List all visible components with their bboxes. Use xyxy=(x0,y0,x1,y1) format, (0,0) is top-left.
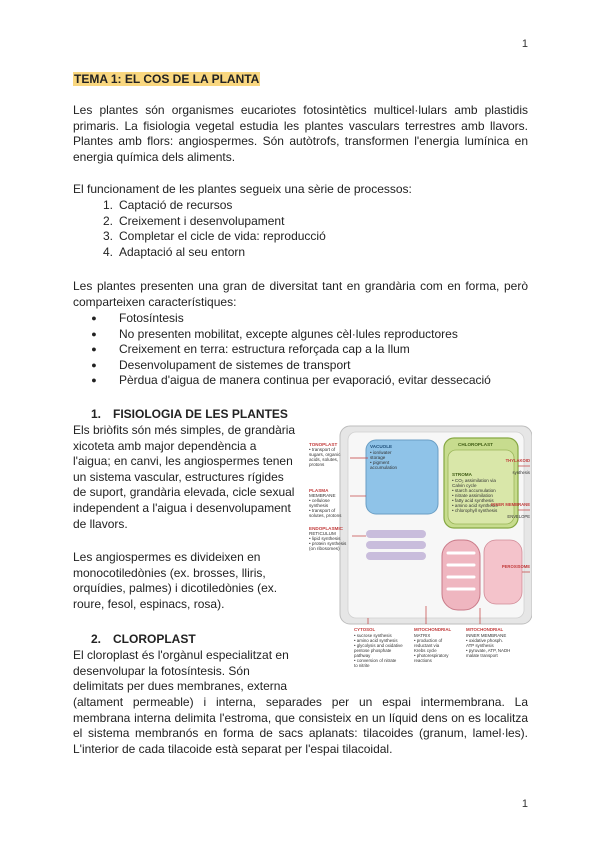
text-line: El cloroplast és l'orgànul especialitzat en xyxy=(73,648,289,662)
bullet-icon: ● xyxy=(91,328,97,339)
list-text: Desenvolupament de sistemes de transport xyxy=(119,357,351,372)
label-line: Krebs cycle xyxy=(414,648,437,653)
label-line: pentose phosphate xyxy=(354,648,392,653)
list-text: Captació de recursos xyxy=(119,198,233,212)
label-line: acids, solutes, xyxy=(309,457,339,462)
text-line: de llavors. xyxy=(73,516,128,531)
page-number-top: 1 xyxy=(521,38,528,50)
list-item xyxy=(73,311,491,327)
er-layer xyxy=(366,552,426,560)
plant-cell-diagram xyxy=(308,418,532,688)
list-text: Creixement i desenvolupament xyxy=(119,213,285,228)
label-line: INNER MEMBRANE xyxy=(466,633,507,638)
label-line: reactions xyxy=(414,658,432,663)
list-item xyxy=(73,327,491,343)
label-peroxisome: PEROXISOME xyxy=(501,564,530,569)
title-highlight: TEMA 1: EL COS DE LA PLANTA xyxy=(74,72,260,86)
label-line: reductant via xyxy=(414,643,440,648)
label-line: ENVELOPE xyxy=(507,514,530,519)
label-line: • production of xyxy=(414,638,443,643)
list-text: Completar el cicle de vida: reproducció xyxy=(119,229,326,244)
cloroplast-paragraph-tail: (altament permeable) i interna, separades per un espai intermembrana. La membrana interna delimita l'estroma, que consisteix en un líquid dens on es localitza el sistema membranós en forma de sacs aplanats: tilacoides (granum, lamel·les). L'interior de cada tilacoide està separat per l'espai tilacoidal. xyxy=(73,695,528,756)
label-line: • sucrose synthesis xyxy=(354,633,392,638)
bullet-icon: ● xyxy=(91,375,97,386)
list-item xyxy=(73,358,491,374)
text-line: orquídies, palmes) i dicotiledònies (ex. xyxy=(73,581,278,596)
label-line: • nitrate assimilation xyxy=(452,493,493,498)
label-line: MATRIX xyxy=(414,633,431,638)
label-line: • pyruvate, ATP, NADH xyxy=(466,648,511,653)
label-line: • chlorophyll synthesis xyxy=(452,508,498,513)
page-number-bottom: 1 xyxy=(521,798,528,810)
page-title xyxy=(73,72,260,86)
bullet-icon: ● xyxy=(91,344,97,355)
bullet-icon: ● xyxy=(91,359,97,370)
label-line: protons xyxy=(309,462,325,467)
label-plasma: PLASMA xyxy=(309,488,329,493)
label-tonoplast: TONOPLAST xyxy=(309,442,338,447)
section-heading-fisiologia xyxy=(91,407,288,421)
label-line: • photorespiratory xyxy=(414,653,449,658)
section-number: 1. xyxy=(91,407,102,421)
label-line: • transport of xyxy=(309,447,336,452)
label-line: • pigment xyxy=(370,460,390,465)
section-title: CLOROPLAST xyxy=(113,632,196,646)
label-line: • ion/water xyxy=(370,450,392,455)
label-matrix: MITOCHONDRIAL xyxy=(414,627,452,632)
text-line: desenvolupar la fotosíntesis. Són xyxy=(73,663,250,678)
text-line: de suport, grandària elevada, cicle sexual xyxy=(73,485,295,500)
label-line: • glycolysis and oxidative xyxy=(354,643,403,648)
label-inner-membrane: INNER MEMBRANE xyxy=(491,502,530,507)
list-text: Adaptació al seu entorn xyxy=(119,244,246,259)
angiospermes-paragraph xyxy=(73,550,299,612)
features-lead: Les plantes presenten una gran de diversitat tant en grandària com en forma, però comparteixen característiques: xyxy=(73,279,528,309)
label-line: • conversion of nitrate xyxy=(354,658,397,663)
text-line: un sistema vascular, estructures rígides xyxy=(73,469,284,484)
mitochondrion xyxy=(442,540,480,610)
section-number: 2. xyxy=(91,632,102,646)
label-line: • amino acid synthesis xyxy=(452,503,498,508)
label-thylakoid: THYLAKOID xyxy=(505,458,530,463)
label-chloroplast: CHLOROPLAST xyxy=(458,442,493,447)
label-line: • starch accumulation xyxy=(452,488,496,493)
label-line: Calvin cycle xyxy=(452,483,477,488)
list-item xyxy=(73,342,491,358)
list-item xyxy=(73,245,326,261)
list-number: 3. xyxy=(102,229,113,244)
processes-list xyxy=(73,198,326,260)
label-er: ENDOPLASMIC xyxy=(309,526,343,531)
list-number: 4. xyxy=(102,244,113,259)
label-line: • amino acid synthesis xyxy=(354,638,398,643)
list-number: 1. xyxy=(102,198,113,212)
label-line: • protein synthesis xyxy=(309,541,347,546)
label-vacuole: VACUOLE xyxy=(370,444,393,449)
cloroplast-paragraph xyxy=(73,648,299,695)
section-title: FISIOLOGIA DE LES PLANTES xyxy=(113,407,288,421)
label-line: malate transport xyxy=(466,653,498,658)
label-line: synthesis xyxy=(309,503,329,508)
label-line: RETICULUM xyxy=(309,531,336,536)
label-stroma: STROMA xyxy=(452,472,472,477)
label-line: • fatty acid synthesis xyxy=(452,498,494,503)
list-item xyxy=(73,198,326,214)
label-line: • cellulose xyxy=(309,498,330,503)
list-text: Pèrdua d'aigua de manera continua per evaporació, evitar dessecació xyxy=(119,373,491,388)
section-heading-cloroplast xyxy=(91,632,196,646)
label-line: to nitrite xyxy=(354,663,370,668)
fisiologia-paragraph xyxy=(73,423,299,532)
text-line: independent a l'aigua i desenvolupament xyxy=(73,500,291,515)
label-line: pathway xyxy=(354,653,371,658)
list-text: No presenten mobilitat, excepte algunes cèl·lules reproductores xyxy=(119,326,458,341)
text-line: delimitats per dues membranes, externa xyxy=(73,679,288,694)
er-layer xyxy=(366,530,426,538)
list-text: Fotosíntesis xyxy=(119,311,184,325)
list-text: Creixement en terra: estructura reforçada cap a la llum xyxy=(119,342,410,357)
label-line: ATP synthesis xyxy=(466,643,494,648)
list-number: 2. xyxy=(102,213,113,228)
label-mito-inner: MITOCHONDRIAL xyxy=(466,627,504,632)
er-layer xyxy=(366,541,426,549)
label-line: • transport of xyxy=(309,508,336,513)
label-line: synthesis xyxy=(512,470,530,475)
label-line: storage xyxy=(370,455,386,460)
label-line: • oxidative phosph. xyxy=(466,638,503,643)
text-line: roure, fesol, espinacs, rosa). xyxy=(73,596,225,611)
bullet-icon: ● xyxy=(91,313,97,323)
processes-lead: El funcionament de les plantes segueix una sèrie de processos: xyxy=(73,182,412,196)
text-line: monocotiledònies (ex. brosses, lliris, xyxy=(73,565,266,580)
text-line: xicoteta amb major dependència a xyxy=(73,438,257,453)
text-line: l'aigua; en canvi, les angiospermes tenen xyxy=(73,454,293,469)
list-item xyxy=(73,214,326,230)
text-line: Les angiospermes es divideixen en xyxy=(73,550,261,564)
label-cytosol: CYTOSOL xyxy=(354,627,376,632)
intro-paragraph: Les plantes són organismes eucariotes fotosintètics multicel·lulars amb plastidis primaris. La fisiologia vegetal estudia les plantes vasculars terrestres amb llavors. Plantes amb flors: angiospermes. Són autòtrofs, transformen l'energia lumínica en energia química dels aliments. xyxy=(73,103,528,164)
text-line: Els briòfits són més simples, de grandària xyxy=(73,423,296,437)
peroxisome xyxy=(484,540,522,604)
list-item xyxy=(73,373,491,389)
label-line: solutes, protons xyxy=(309,513,342,518)
label-line: sugars, organic xyxy=(309,452,341,457)
features-list xyxy=(73,311,491,389)
label-line: accumulation xyxy=(370,465,398,470)
list-item xyxy=(73,229,326,245)
label-line: • CO₂ assimilation via xyxy=(452,478,496,483)
label-line: (on ribosomes) xyxy=(309,546,340,551)
label-line: • lipid synthesis xyxy=(309,536,341,541)
label-line: MEMBRANE xyxy=(309,493,336,498)
